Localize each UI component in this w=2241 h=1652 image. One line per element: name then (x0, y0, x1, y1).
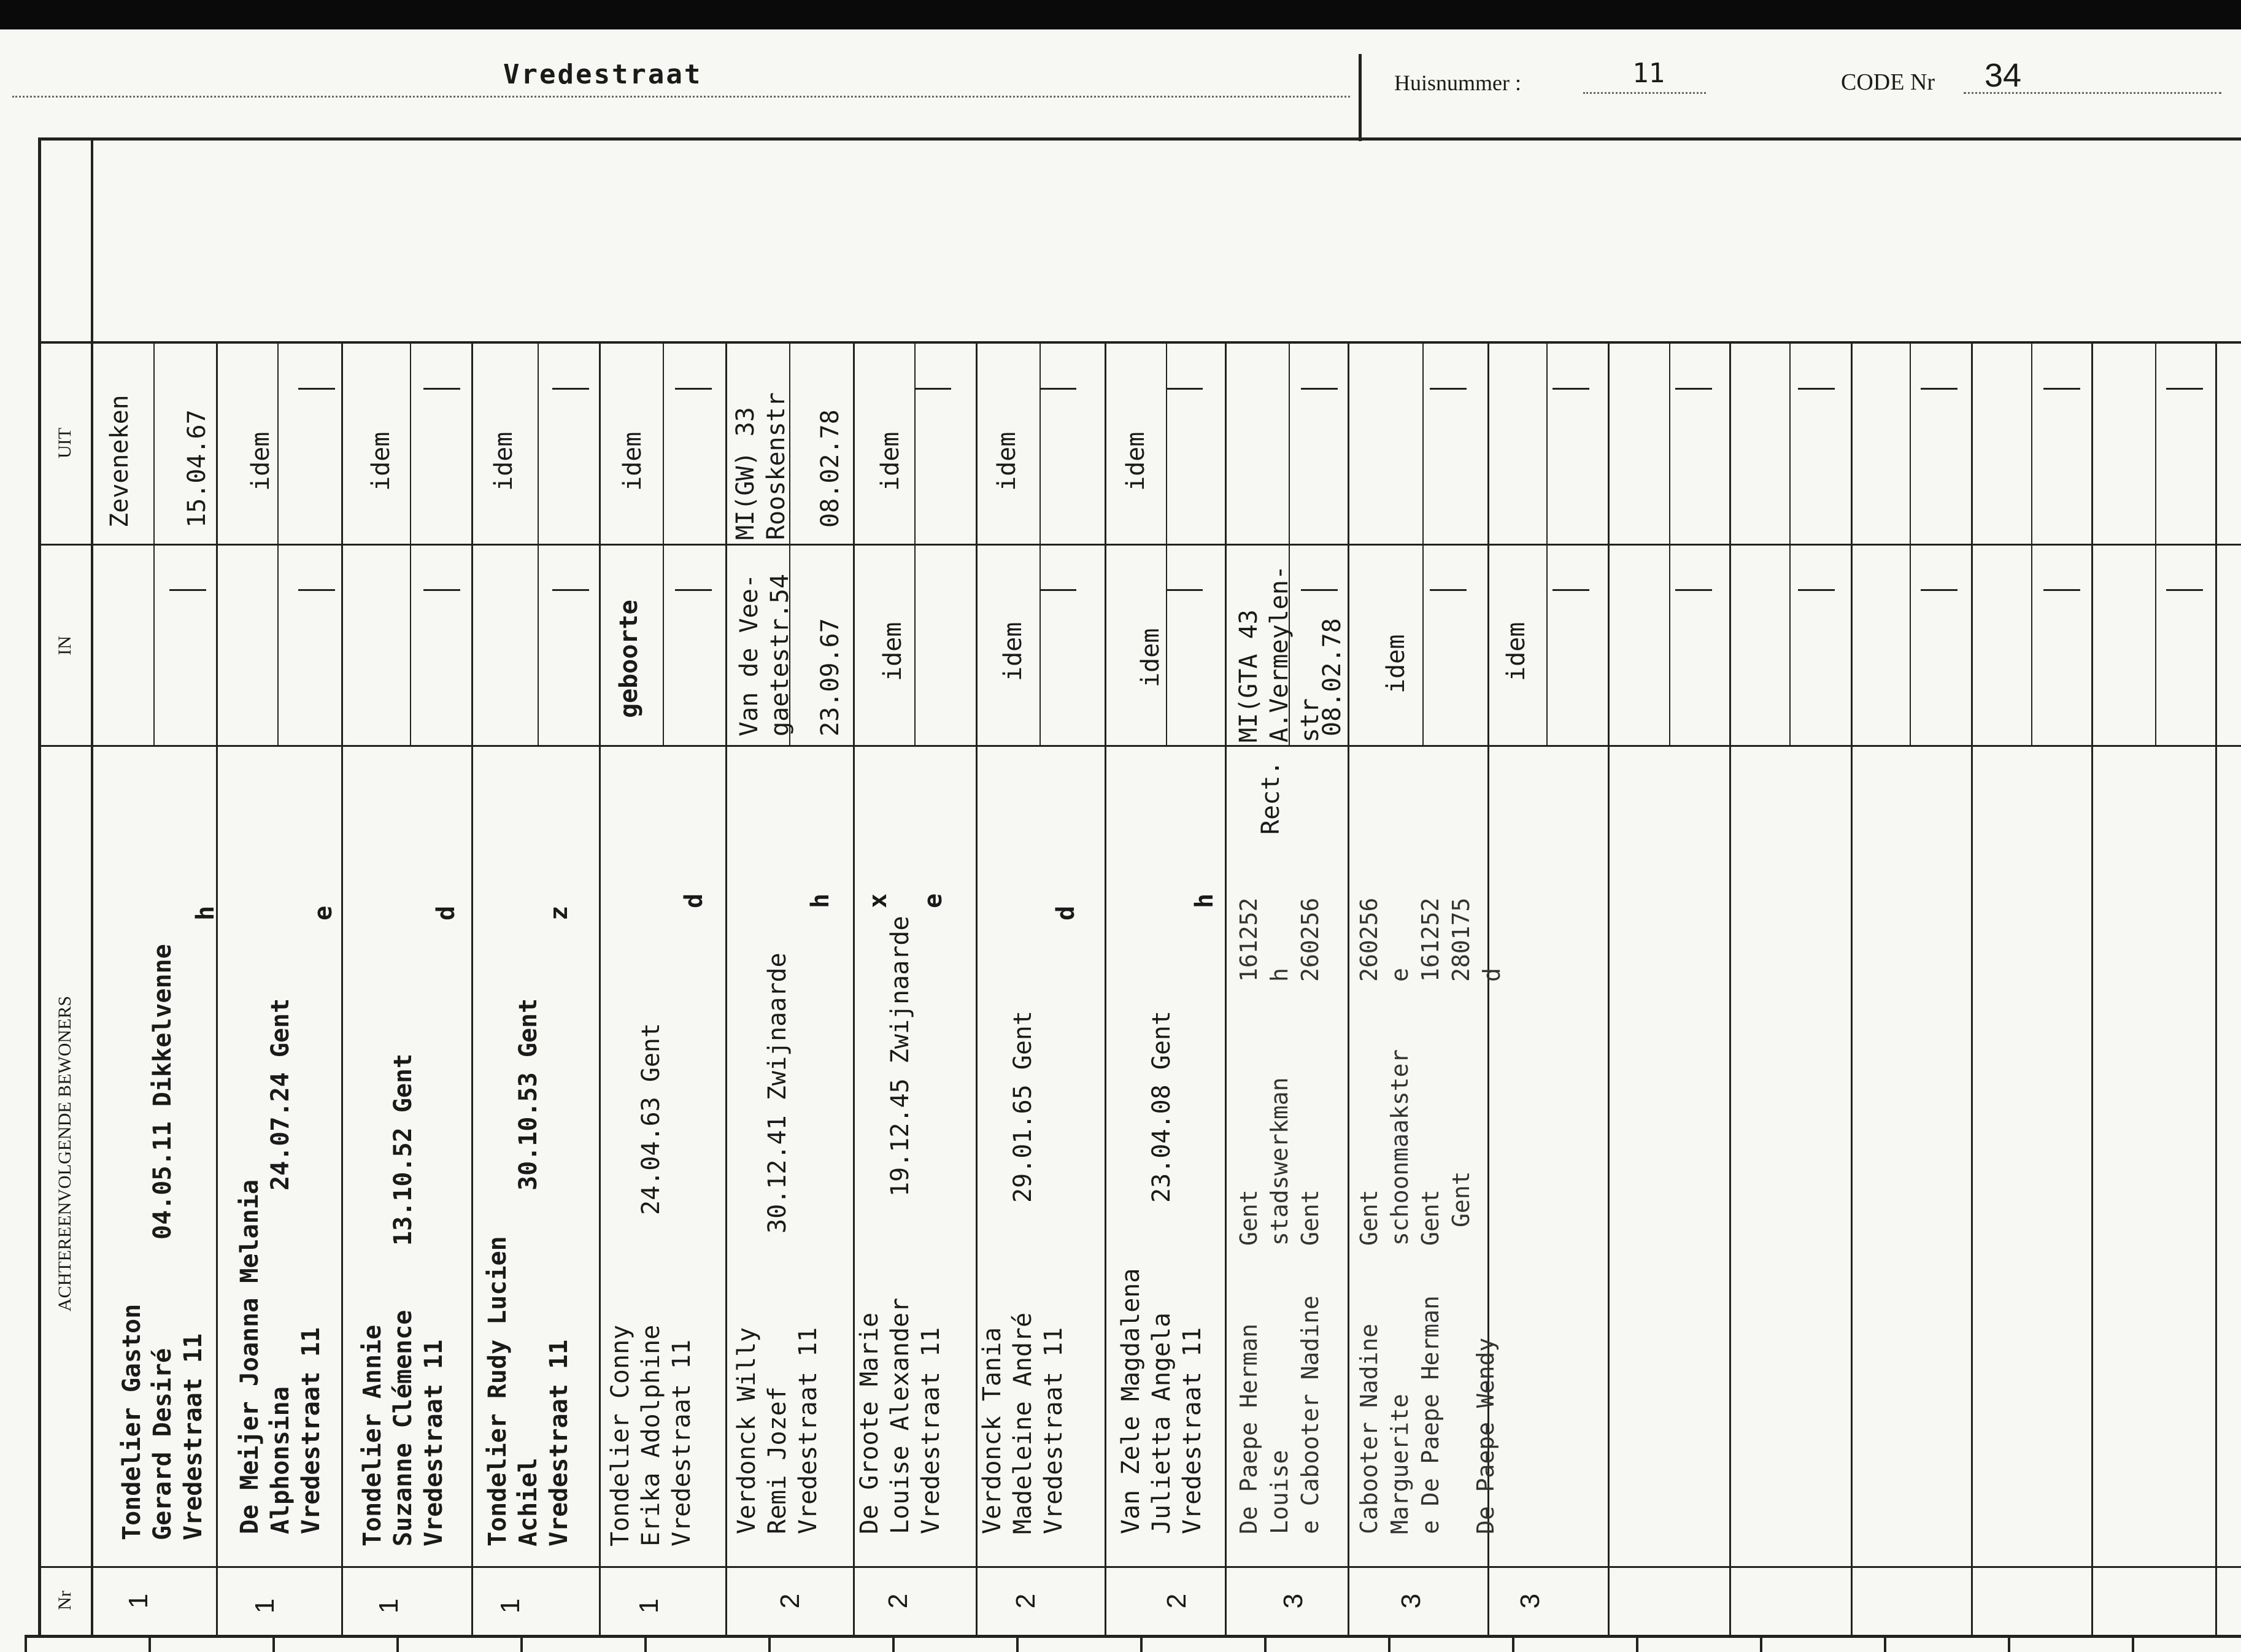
code-label: CODE Nr (1841, 69, 1935, 95)
resident-name: Tondelier Annie (358, 1324, 387, 1546)
sex-code: d (1478, 968, 1505, 982)
in-entry: idem (879, 622, 907, 681)
resident-given-names: Madeleine André (1009, 1312, 1037, 1534)
in-entry (1233, 565, 1325, 743)
resident-spouse: e Cabooter Nadine (1297, 1295, 1324, 1534)
spouse-birth-code: 260256 (1297, 897, 1324, 982)
resident-name: Cabooter Nadine (1356, 1323, 1383, 1534)
residence-info (1233, 1077, 1325, 1246)
birth-code: 280175 (1448, 897, 1475, 982)
resident-address: Vredestraat 11 (917, 1327, 945, 1534)
uit-address-line: Rooskenstr (762, 392, 790, 540)
sex-code: z (545, 905, 573, 921)
in-column-heading: IN (55, 636, 75, 655)
in-entry: idem (1382, 634, 1410, 693)
scan-top-edge (0, 0, 2241, 29)
sex-code: h (806, 893, 835, 908)
uit-entry: idem (993, 431, 1021, 491)
resident-entry (117, 1304, 209, 1540)
nr-value: 2 (883, 1593, 914, 1609)
nr-value: 1 (495, 1598, 526, 1614)
resident-entry (1116, 1268, 1208, 1534)
uit-entry: idem (367, 431, 395, 491)
birth-place: Gent (1235, 1189, 1262, 1246)
resident-address: Vredestraat 11 (1040, 1327, 1068, 1534)
birth-date: 24.04.63 (637, 1097, 665, 1215)
spouse-birth-place: Gent (1297, 1189, 1324, 1246)
uit-entry: idem (490, 431, 518, 491)
occupation: schoonmaakster (1386, 1049, 1413, 1246)
birth-date: 19.12.45 (886, 1078, 914, 1197)
in-entry: idem (1136, 628, 1165, 687)
resident-address: Vredestraat 11 (297, 1327, 325, 1534)
sex-code: h (191, 905, 220, 921)
birth-place: Gent (514, 998, 542, 1058)
resident-address: Vredestraat 11 (179, 1333, 207, 1540)
resident-given-names: Gerard Desiré (148, 1348, 177, 1540)
birth-place: Gent (1448, 1171, 1475, 1227)
spouse-birth-code: 161252 (1417, 897, 1444, 982)
birth-info (513, 998, 544, 1191)
sex-code: h (1190, 893, 1219, 908)
resident-entry (1233, 1295, 1325, 1534)
resident-name: Van Zele Magdalena (1117, 1268, 1145, 1534)
occupation: stadswerkman (1266, 1077, 1293, 1246)
code-info (1233, 898, 1325, 982)
resident-entry (234, 1179, 326, 1534)
uit-entry (730, 392, 792, 540)
resident-spouse: e De Paepe Herman (1417, 1295, 1444, 1534)
birth-place: Zwijnaarde (763, 952, 792, 1101)
birth-place: Gent (1148, 1010, 1176, 1070)
resident-given-names: Remi Jozef (763, 1386, 792, 1534)
nr-value: 2 (1162, 1593, 1192, 1609)
nr-value: 3 (1278, 1593, 1309, 1609)
resident-entry (605, 1325, 697, 1546)
in-entry: idem (1502, 622, 1530, 681)
resident-given-names: Erika Adolphine (637, 1324, 665, 1546)
resident-address: Vredestraat 11 (794, 1327, 822, 1534)
header-separator (1359, 54, 1362, 141)
resident-given-names: Suzanne Clémence (389, 1310, 417, 1546)
sex-code: h (1266, 968, 1293, 982)
resident-entry (482, 1236, 574, 1546)
nr-value: 3 (1515, 1593, 1546, 1609)
nr-column-heading: Nr (55, 1591, 75, 1610)
birth-code: 260256 (1356, 897, 1383, 982)
birth-date: 24.07.24 (266, 1072, 295, 1191)
resident-name: Tondelier Gaston (118, 1303, 146, 1540)
in-entry: idem (999, 622, 1027, 681)
uit-entry: idem (247, 431, 275, 491)
street-dotted-line (12, 96, 1350, 98)
nr-value: 1 (374, 1598, 404, 1614)
annotation-mark: x (864, 893, 892, 908)
birth-place: Gent (389, 1053, 417, 1113)
huisnummer-value: 11 (1632, 58, 1665, 89)
resident-given-names: Louise Alexander (886, 1297, 914, 1534)
in-entry (734, 574, 795, 736)
spouse-birth-place: Gent (1417, 1189, 1444, 1246)
in-entry: geboorte (615, 600, 643, 718)
resident-address: Vredestraat 11 (545, 1339, 573, 1546)
sex-code: e (1386, 968, 1413, 982)
in-date: 08.02.78 (1318, 618, 1346, 736)
birth-date: 29.01.65 (1009, 1084, 1037, 1203)
resident-address: Vredestraat 11 (1178, 1327, 1206, 1534)
birth-info (265, 998, 296, 1191)
bewoners-column-heading: ACHTEREENVOLGENDE BEWONERS (55, 995, 75, 1312)
resident-name: De Paepe Wendy (1472, 1337, 1499, 1534)
code-info (1354, 898, 1446, 982)
in-address-line: A.Vermeylen- (1265, 565, 1294, 743)
birth-info (762, 952, 793, 1233)
nr-value: 1 (250, 1598, 280, 1614)
birth-date: 30.12.41 (763, 1115, 792, 1233)
resident-name: Verdonck Tania (978, 1327, 1006, 1534)
resident-given-names: Louise (1266, 1449, 1293, 1534)
sex-code: d (680, 893, 708, 908)
in-address-line: gaetestr.54 (766, 574, 794, 736)
birth-info (1008, 1011, 1038, 1203)
resident-name: De Meijer Joanna Melania (236, 1179, 264, 1534)
in-date: 23.09.67 (816, 618, 844, 736)
birth-info (147, 944, 178, 1240)
nr-value: 2 (1011, 1593, 1041, 1609)
resident-name: Tondelier Conny (606, 1324, 634, 1546)
uit-column-heading: UIT (55, 428, 75, 458)
nr-value: 3 (1396, 1593, 1427, 1609)
birth-place: Gent (266, 998, 295, 1058)
birth-date: 13.10.52 (389, 1127, 417, 1246)
residence-info (1354, 1049, 1446, 1246)
in-address-line: str (1296, 698, 1324, 743)
sex-code: d (432, 905, 460, 921)
birth-place: Dikkelvenne (148, 944, 177, 1107)
uit-date: 15.04.67 (183, 409, 211, 528)
nr-value: 1 (123, 1593, 154, 1609)
resident-given-names: Julietta Angela (1148, 1312, 1176, 1534)
uit-entry: idem (1122, 431, 1150, 491)
huisnummer-label: Huisnummer : (1394, 71, 1521, 95)
birth-date: 23.04.08 (1148, 1084, 1176, 1203)
code-dotted-line (1964, 92, 2221, 94)
birth-place: Gent (1009, 1010, 1037, 1070)
in-address-line: Van de Vee- (735, 574, 763, 736)
resident-entry (1470, 1338, 1501, 1534)
nr-value: 1 (634, 1598, 665, 1614)
huisnummer-dotted-line (1583, 92, 1706, 94)
sex-code: e (919, 893, 947, 908)
resident-entry (977, 1313, 1069, 1534)
resident-entry (1354, 1295, 1446, 1534)
resident-address: Vredestraat 11 (420, 1339, 448, 1546)
uit-address-line: MI(GW) 33 (731, 407, 760, 540)
resident-entry (854, 1298, 946, 1534)
resident-given-names: Marguerite (1386, 1394, 1413, 1534)
resident-name: De Paepe Herman (1235, 1323, 1262, 1534)
birth-info (388, 1054, 418, 1246)
birth-date: 30.10.53 (514, 1072, 542, 1191)
in-address-line: MI(GTA 43 (1235, 609, 1263, 743)
birth-info (885, 916, 916, 1197)
uit-place: Zeveneken (106, 395, 134, 528)
resident-entry (731, 1327, 824, 1534)
residence-info (1446, 1171, 1476, 1227)
resident-name: Tondelier Rudy Lucien (484, 1236, 512, 1546)
birth-info (1146, 1011, 1177, 1203)
nr-value: 2 (775, 1593, 806, 1609)
birth-info (636, 1023, 666, 1215)
street-name: Vredestraat (503, 59, 703, 90)
birth-place: Gent (637, 1022, 665, 1083)
resident-name: De Groote Marie (855, 1312, 884, 1534)
resident-given-names: Achiel (514, 1457, 542, 1546)
code-info (1446, 898, 1507, 982)
uit-entry: idem (619, 431, 647, 491)
rect-annotation: Rect. (1257, 760, 1285, 835)
resident-address: Vredestraat 11 (668, 1339, 696, 1546)
resident-given-names: Alphonsina (266, 1386, 295, 1534)
code-value: 34 (1984, 57, 2022, 94)
resident-entry (357, 1310, 449, 1546)
birth-date: 04.05.11 (148, 1121, 177, 1240)
sex-code: e (309, 905, 338, 921)
uit-date: 08.02.78 (816, 409, 844, 528)
resident-name: Verdonck Willy (733, 1327, 761, 1534)
uit-entry: idem (876, 431, 904, 491)
birth-place: Gent (1356, 1189, 1383, 1246)
birth-code: 161252 (1235, 897, 1262, 982)
sex-code: d (1052, 905, 1080, 921)
birth-place: Zwijnaarde (886, 916, 914, 1064)
